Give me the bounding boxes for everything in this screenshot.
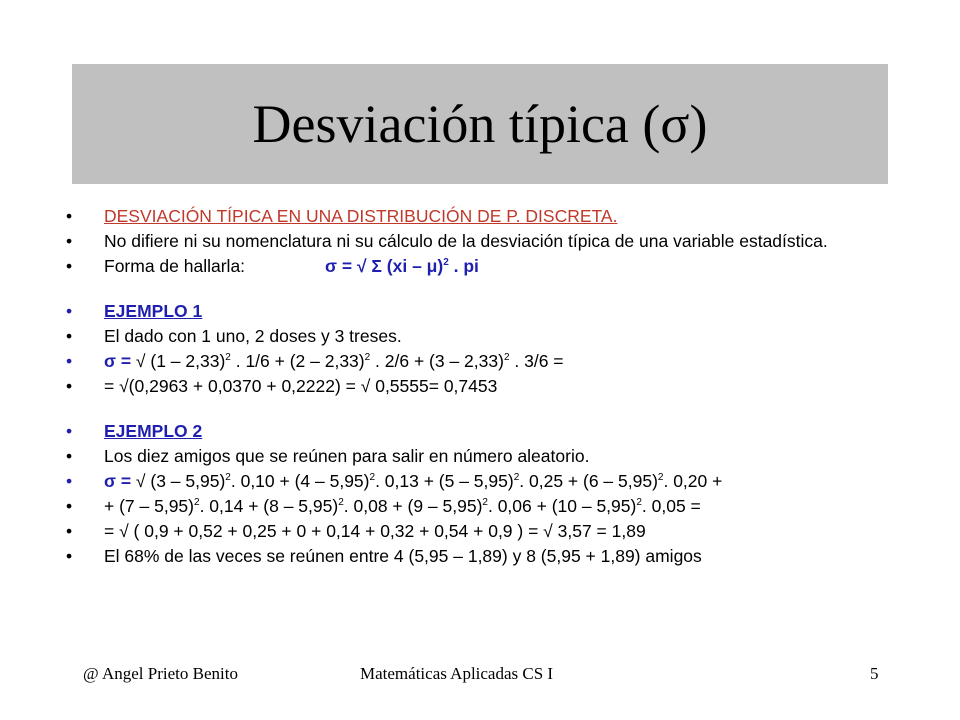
bullet-dot-icon: • (66, 471, 73, 491)
bullet-dot-icon: • (66, 546, 73, 566)
formula-main: σ = √ Σ (xi – μ)$^2$ . pi (325, 256, 479, 276)
example1-calculation: σ = √ (1 – 2,33)$^2$ . 1/6 + (2 – 2,33)$^2$ . 2/6 + (3 – 2,33)$^2$ . 3/6 = (104, 351, 564, 371)
title-banner (72, 64, 888, 184)
footer-course: Matemáticas Aplicadas CS I (360, 664, 554, 683)
example2-heading: EJEMPLO 2 (104, 421, 203, 441)
bullet-example2-conclusion (66, 546, 896, 567)
example2-description: Los diez amigos que se reúnen para salir en número aleatorio. (104, 446, 590, 466)
bullet-example2-calc1 (66, 471, 896, 492)
slide-title: Desviación típica (σ) (252, 94, 708, 154)
bullet-example2-result (66, 521, 896, 542)
bullet-heading-discrete (66, 206, 896, 227)
bullet-example1-result (66, 376, 896, 397)
bullet-list (66, 206, 896, 571)
example2-conclusion: El 68% de las veces se reúnen entre 4 (5,95 – 1,89) y 8 (5,95 + 1,89) amigos (104, 546, 702, 566)
section-heading: DESVIACIÓN TÍPICA EN UNA DISTRIBUCIÓN DE P. DISCRETA. (104, 206, 618, 226)
example2-calculation-line1: σ = √ (3 – 5,95)$^2$. 0,10 + (4 – 5,95)$^2$. 0,13 + (5 – 5,95)$^2$. 0,25 + (6 – 5,95)$^2$. 0,20 + (104, 471, 723, 491)
bullet-example2-calc2 (66, 496, 896, 517)
formula-label: Forma de hallarla: (104, 256, 246, 276)
bullet-example1-heading (66, 301, 896, 322)
bullet-example1-calc (66, 351, 896, 372)
bullet-dot-icon: • (66, 301, 73, 321)
bullet-description (66, 231, 896, 252)
example2-calculation-line2: + (7 – 5,95)$^2$. 0,14 + (8 – 5,95)$^2$. 0,08 + (9 – 5,95)$^2$. 0,06 + (10 – 5,95)$^2$. 0,05 = (104, 496, 701, 516)
example2-result: = √ ( 0,9 + 0,52 + 0,25 + 0 + 0,14 + 0,32 + 0,54 + 0,9 ) = √ 3,57 = 1,89 (104, 521, 646, 541)
bullet-dot-icon: • (66, 376, 73, 396)
example1-heading: EJEMPLO 1 (104, 301, 203, 321)
bullet-example1-desc (66, 326, 896, 347)
bullet-dot-icon: • (66, 446, 73, 466)
bullet-dot-icon: • (66, 256, 73, 276)
example1-result: = √(0,2963 + 0,0370 + 0,2222) = √ 0,5555= 0,7453 (104, 376, 498, 396)
description-text: No difiere ni su nomenclatura ni su cálculo de la desviación típica de una variable estadística. (104, 231, 828, 251)
bullet-example2-desc (66, 446, 896, 467)
footer-page-number: 5 (870, 664, 879, 683)
bullet-dot-icon: • (66, 521, 73, 541)
bullet-dot-icon: • (66, 496, 73, 516)
bullet-formula (66, 256, 896, 277)
bullet-dot-icon: • (66, 421, 73, 441)
bullet-dot-icon: • (66, 231, 73, 251)
bullet-dot-icon: • (66, 326, 73, 346)
bullet-dot-icon: • (66, 206, 73, 226)
bullet-example2-heading (66, 421, 896, 442)
example1-description: El dado con 1 uno, 2 doses y 3 treses. (104, 326, 402, 346)
footer-author: @ Angel Prieto Benito (83, 664, 238, 683)
bullet-dot-icon: • (66, 351, 73, 371)
